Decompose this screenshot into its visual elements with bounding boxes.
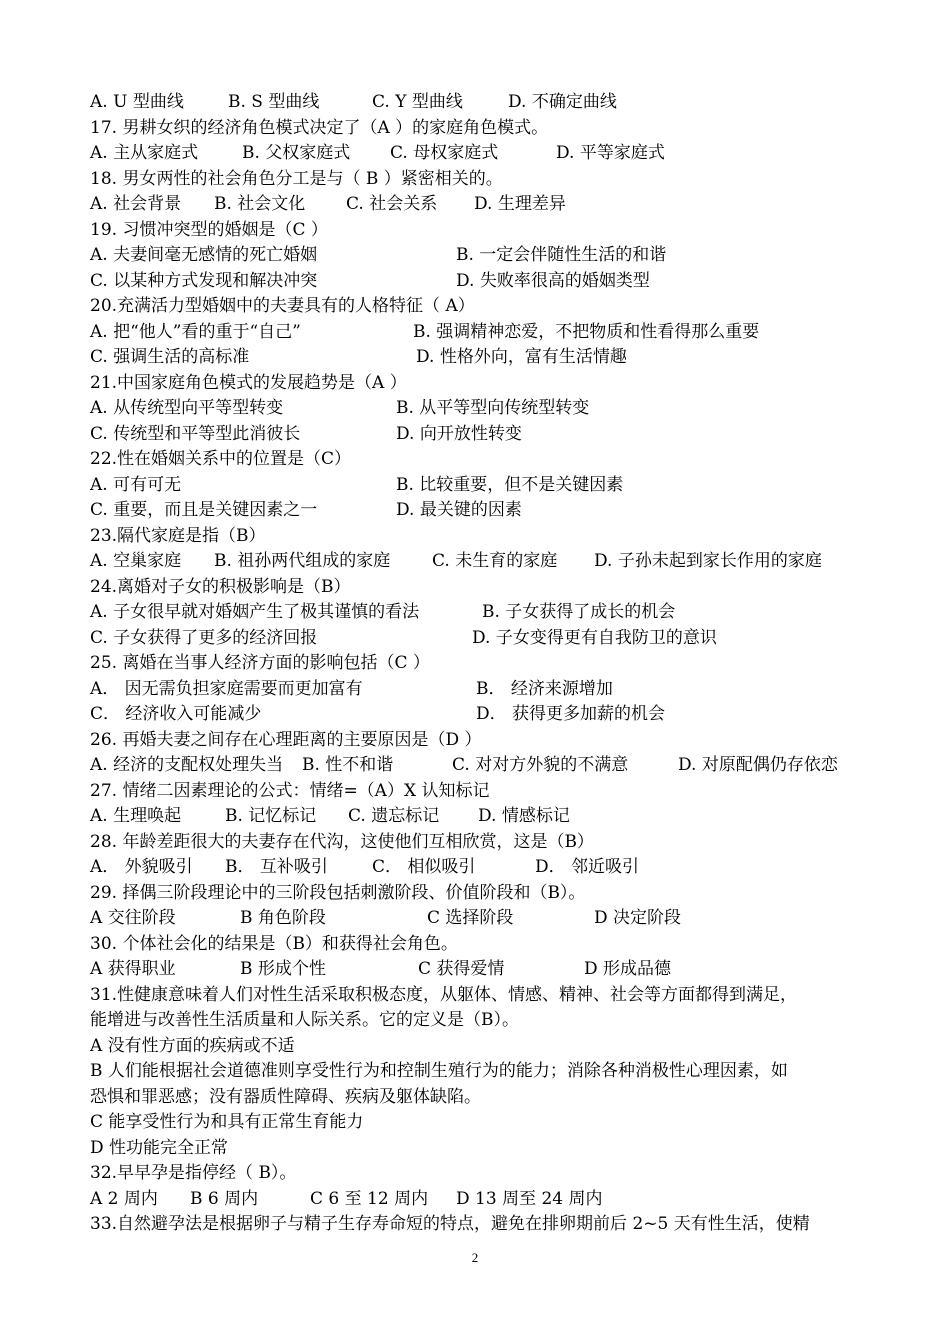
answer-option: A. 经济的支配权处理失当 (90, 755, 284, 775)
answer-option: D. 生理差异 (474, 194, 566, 214)
answer-option: C. 重要，而且是关键因素之一 (90, 500, 318, 520)
answer-option: C. 以某种方式发现和解决冲突 (90, 270, 318, 291)
answer-option: C 选择阶段 (427, 908, 514, 928)
answer-option: A 交往阶段 (90, 908, 176, 928)
answer-option: B． 经济来源增加 (476, 678, 613, 699)
answer-options-line (90, 320, 890, 346)
answer-options-line (90, 243, 890, 269)
answer-option: D. 情感标记 (478, 806, 570, 826)
answer-options-line (90, 702, 890, 728)
answer-option: D 13 周至 24 周内 (456, 1188, 603, 1209)
answer-option: A. U 型曲线 (90, 92, 184, 112)
question-text-line: 32.早早孕是指停经（ B）。 (90, 1163, 297, 1183)
question-text-line: A 没有性方面的疾病或不适 (90, 1035, 295, 1056)
question-text-line: 恐惧和罪恶感；没有器质性障碍、疾病及躯体缺陷。 (90, 1086, 481, 1107)
question-text-line: 能增进与改善性生活质量和人际关系。它的定义是（B）。 (90, 1010, 519, 1030)
question-text-line: 18. 男女两性的社会角色分工是与（ B ）紧密相关的。 (90, 168, 503, 189)
answer-option: D. 性格外向，富有生活情趣 (416, 347, 627, 367)
answer-option: C. 强调生活的高标准 (90, 347, 250, 367)
answer-option: C. 传统型和平等型此消彼长 (90, 423, 301, 444)
answer-option: B. 强调精神恋爱，不把物质和性看得那么重要 (413, 321, 760, 342)
answer-option: C. 遗忘标记 (348, 806, 440, 826)
answer-options-line (90, 1187, 890, 1213)
answer-option: B. 从平等型向传统型转变 (396, 398, 590, 418)
answer-option: C． 相似吸引 (372, 857, 476, 877)
answer-option: B. 比较重要，但不是关键因素 (396, 474, 624, 495)
answer-option: A. 主从家庭式 (90, 143, 199, 163)
page-number: 2 (471, 1250, 479, 1265)
question-text-line: 23.隔代家庭是指（B） (90, 525, 266, 546)
answer-option: B． 互补吸引 (225, 857, 328, 877)
question-text-line: 29. 择偶三阶段理论中的三阶段包括刺激阶段、价值阶段和（B）。 (90, 882, 586, 903)
answer-option: D． 获得更多加薪的机会 (476, 704, 666, 724)
question-list (90, 90, 890, 1238)
answer-option: A. 生理唤起 (90, 806, 182, 826)
answer-options-line (90, 422, 890, 448)
question-text-line: C 能享受性行为和具有正常生育能力 (90, 1112, 364, 1132)
question-text-line: 31.性健康意味着人们对性生活采取积极态度，从躯体、情感、精神、社会等方面都得到满足， (90, 984, 798, 1005)
answer-option: C. Y 型曲线 (372, 92, 463, 112)
answer-option: A. 社会背景 (90, 194, 182, 214)
answer-option: A． 外貌吸引 (90, 857, 193, 877)
question-text-line: 26. 再婚夫妻之间存在心理距离的主要原因是（D ） (90, 729, 482, 750)
answer-option: C 6 至 12 周内 (310, 1188, 429, 1209)
answer-option: C. 子女获得了更多的经济回报 (90, 627, 318, 648)
answer-options-line (90, 753, 890, 779)
answer-options-line (90, 396, 890, 422)
answer-option: C. 未生育的家庭 (432, 551, 558, 571)
answer-option: B. 父权家庭式 (242, 143, 351, 163)
question-text-line: 24.离婚对子女的积极影响是（B） (90, 576, 351, 597)
question-text-line: 21.中国家庭角色模式的发展趋势是（A ） (90, 372, 407, 393)
answer-option: A 获得职业 (90, 959, 176, 979)
answer-option: D. 向开放性转变 (396, 423, 522, 444)
answer-options-line (90, 473, 890, 499)
answer-option: C. 母权家庭式 (390, 143, 499, 163)
answer-options-line (90, 906, 890, 932)
answer-option: B 6 周内 (190, 1188, 259, 1209)
answer-options-line (90, 600, 890, 626)
answer-option: D. 最关键的因素 (396, 500, 522, 520)
answer-option: D. 平等家庭式 (556, 143, 665, 163)
question-text-line: 33.自然避孕法是根据卵子与精子生存寿命短的特点，避免在排卵期前后 2~5 天有性生活，使精 (90, 1214, 810, 1234)
answer-options-line (90, 192, 890, 218)
answer-option: A. 从传统型向平等型转变 (90, 398, 284, 418)
answer-option: D. 对原配偶仍存依恋 (678, 755, 838, 775)
answer-option: A. 可有可无 (90, 474, 182, 495)
answer-option: B. S 型曲线 (228, 92, 320, 112)
answer-options-line (90, 269, 890, 295)
answer-option: A． 因无需负担家庭需要而更加富有 (90, 678, 363, 699)
answer-option: D 决定阶段 (594, 908, 682, 928)
answer-options-line (90, 957, 890, 983)
question-text-line: B 人们能根据社会道德准则享受性行为和控制生殖行为的能力；消除各种消极性心理因素，如 (90, 1061, 788, 1081)
answer-options-line (90, 626, 890, 652)
answer-option: D. 不确定曲线 (508, 92, 617, 112)
question-text-line: 22.性在婚姻关系中的位置是（C） (90, 449, 352, 469)
answer-option: A. 空巢家庭 (90, 551, 182, 571)
answer-option: B. 一定会伴随性生活的和谐 (456, 245, 667, 265)
answer-option: D. 失败率很高的婚姻类型 (456, 270, 650, 291)
answer-option: A 2 周内 (90, 1188, 158, 1209)
question-text-line: 30. 个体社会化的结果是（B）和获得社会角色。 (90, 933, 458, 954)
answer-option: D 形成品德 (584, 959, 672, 979)
answer-options-line (90, 549, 890, 575)
answer-option: A. 夫妻间毫无感情的死亡婚姻 (90, 245, 318, 265)
question-text-line: 27. 情绪二因素理论的公式：情绪=（A）X 认知标记 (90, 780, 490, 801)
answer-option: C. 对对方外貌的不满意 (452, 755, 629, 775)
answer-option: C. 社会关系 (346, 194, 438, 214)
answer-option: B. 祖孙两代组成的家庭 (214, 551, 391, 571)
answer-options-line (90, 141, 890, 167)
answer-option: D． 邻近吸引 (535, 857, 640, 877)
answer-option: B. 性不和谐 (302, 755, 394, 775)
answer-options-line (90, 498, 890, 524)
question-text-line: D 性功能完全正常 (90, 1137, 229, 1158)
question-text-line: 28. 年龄差距很大的夫妻存在代沟，这使他们互相欣赏，这是（B） (90, 831, 594, 852)
question-text-line: 17. 男耕女织的经济角色模式决定了（A ）的家庭角色模式。 (90, 117, 549, 138)
answer-option: D. 子孙未起到家长作用的家庭 (594, 551, 822, 571)
answer-option: B 角色阶段 (240, 908, 326, 928)
answer-options-line (90, 855, 890, 881)
answer-option: A. 把“他人”看的重于“自己” (90, 321, 301, 342)
answer-option: B. 记忆标记 (225, 806, 317, 826)
answer-option: B 形成个性 (240, 959, 326, 979)
answer-options-line (90, 804, 890, 830)
answer-option: D. 子女变得更有自我防卫的意识 (472, 627, 717, 648)
question-text-line: 25. 离婚在当事人经济方面的影响包括（C ） (90, 653, 430, 673)
answer-option: B. 社会文化 (214, 194, 306, 214)
answer-options-line (90, 677, 890, 703)
answer-option: B. 子女获得了成长的机会 (482, 602, 676, 622)
answer-option: C 获得爱情 (418, 959, 505, 979)
answer-options-line (90, 345, 890, 371)
answer-option: A. 子女很早就对婚姻产生了极其谨慎的看法 (90, 602, 420, 622)
answer-option: C． 经济收入可能减少 (90, 704, 262, 724)
answer-options-line (90, 90, 890, 116)
question-text-line: 20.充满活力型婚姻中的夫妻具有的人格特征（ A） (90, 296, 475, 316)
question-text-line: 19. 习惯冲突型的婚姻是（C ） (90, 219, 328, 240)
